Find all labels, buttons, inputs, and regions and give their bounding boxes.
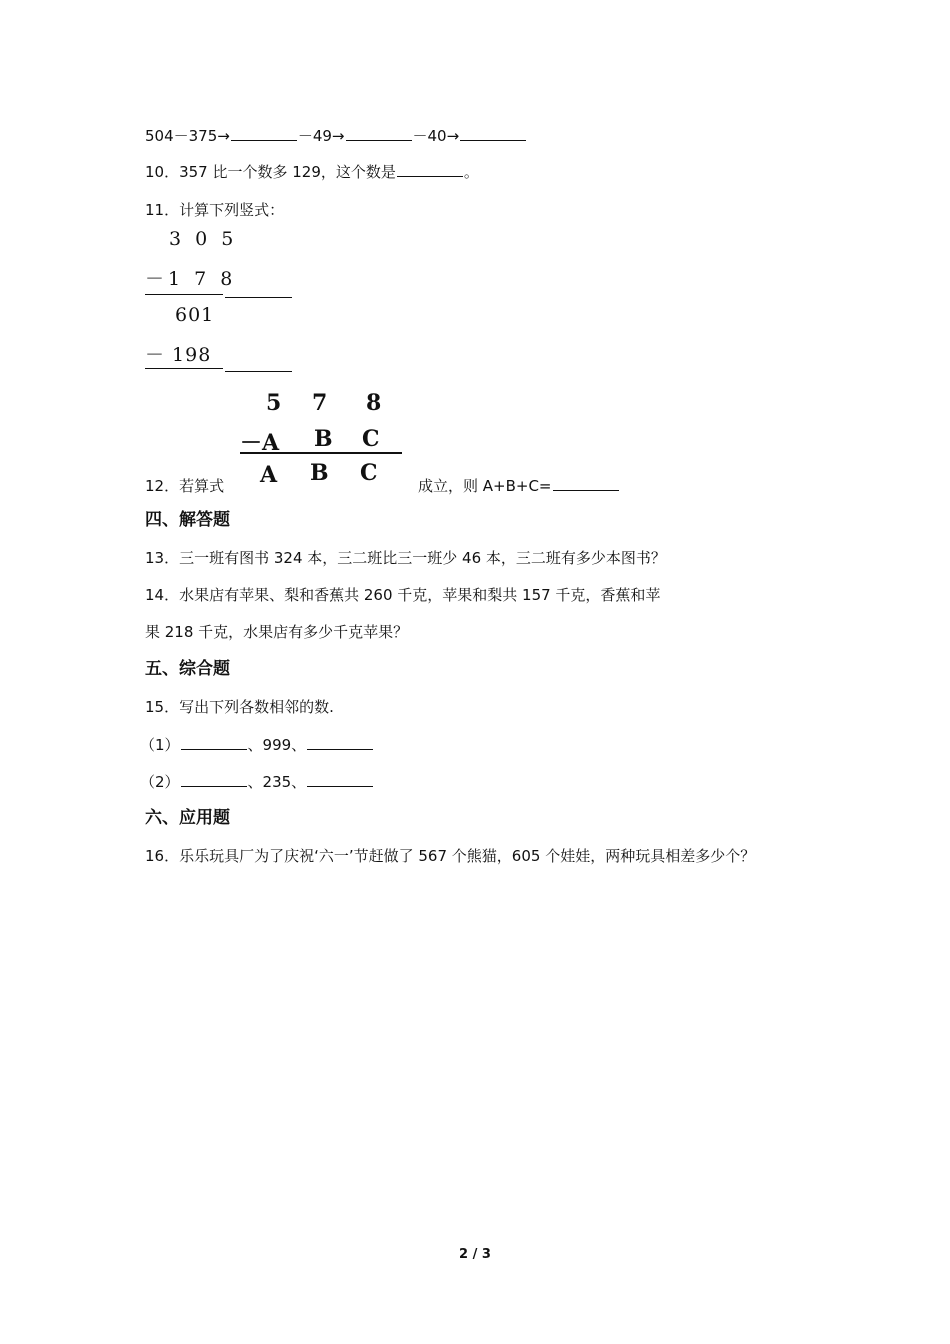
- divider-line: [145, 294, 223, 295]
- answer-blank[interactable]: [397, 162, 463, 177]
- puzzle-letter: B: [314, 426, 333, 452]
- chain-question: [145, 126, 527, 146]
- item-label: （2）: [140, 773, 180, 791]
- answer-blank[interactable]: [307, 735, 373, 750]
- divider-line: [145, 368, 223, 369]
- question-12-prefix: 12．若算式: [145, 477, 225, 495]
- answer-blank[interactable]: [231, 126, 297, 141]
- question-10-end: 。: [463, 163, 479, 181]
- question-15-item-1: [140, 735, 374, 755]
- chain-op2: －49→: [297, 127, 345, 145]
- question-10-text: 10．357 比一个数多 129，这个数是: [145, 163, 396, 181]
- answer-blank[interactable]: [225, 371, 292, 372]
- answer-blank[interactable]: [181, 735, 247, 750]
- puzzle-letter: B: [310, 460, 329, 486]
- question-15-item-2: [140, 772, 374, 792]
- question-12-suffix: 成立，则 A+B+C=: [418, 477, 552, 495]
- question-14-line-1: 14．水果店有苹果、梨和香蕉共 260 千克，苹果和梨共 157 千克，香蕉和苹: [145, 586, 661, 604]
- puzzle-digit: 7: [312, 390, 328, 416]
- answer-blank[interactable]: [225, 297, 292, 298]
- minuend: 3 0 5: [169, 228, 238, 250]
- minuend: 601: [175, 304, 215, 326]
- puzzle-letter: －A: [240, 430, 280, 456]
- section-heading-5: 五、综合题: [145, 659, 230, 679]
- question-16: 16．乐乐玩具厂为了庆祝‘六一’节赶做了 567 个熊猫，605 个娃娃，两种玩具相差多少个？: [145, 847, 756, 865]
- puzzle-digit: 8: [366, 390, 382, 416]
- answer-blank[interactable]: [346, 126, 412, 141]
- question-10: [145, 162, 479, 182]
- answer-blank[interactable]: [460, 126, 526, 141]
- page-number: 2 / 3: [459, 1247, 491, 1262]
- puzzle-letter: C: [360, 460, 378, 486]
- section-heading-4: 四、解答题: [145, 510, 230, 530]
- chain-op3: －40→: [412, 127, 460, 145]
- puzzle-letter: C: [362, 426, 380, 452]
- subtrahend: －1 7 8: [145, 268, 237, 290]
- question-15: 15．写出下列各数相邻的数.: [145, 698, 334, 716]
- answer-blank[interactable]: [181, 772, 247, 787]
- item-label: （1）: [140, 736, 180, 754]
- puzzle-letter: A: [260, 462, 278, 488]
- chain-start: 504－375→: [145, 127, 230, 145]
- item-number: 、999、: [247, 736, 307, 754]
- puzzle-divider: [240, 452, 402, 454]
- question-12-suffix-line: [418, 476, 620, 496]
- answer-blank[interactable]: [307, 772, 373, 787]
- answer-blank[interactable]: [553, 476, 619, 491]
- section-heading-6: 六、应用题: [145, 808, 230, 828]
- letter-puzzle: [238, 388, 408, 488]
- question-14-line-2: 果 218 千克，水果店有多少千克苹果？: [145, 623, 409, 641]
- subtrahend: － 198: [145, 344, 212, 366]
- question-13: 13．三一班有图书 324 本，三二班比三一班少 46 本，三二班有多少本图书？: [145, 549, 666, 567]
- puzzle-digit: 5: [266, 390, 282, 416]
- item-number: 、235、: [247, 773, 307, 791]
- question-11-text: 11．计算下列竖式：: [145, 201, 285, 219]
